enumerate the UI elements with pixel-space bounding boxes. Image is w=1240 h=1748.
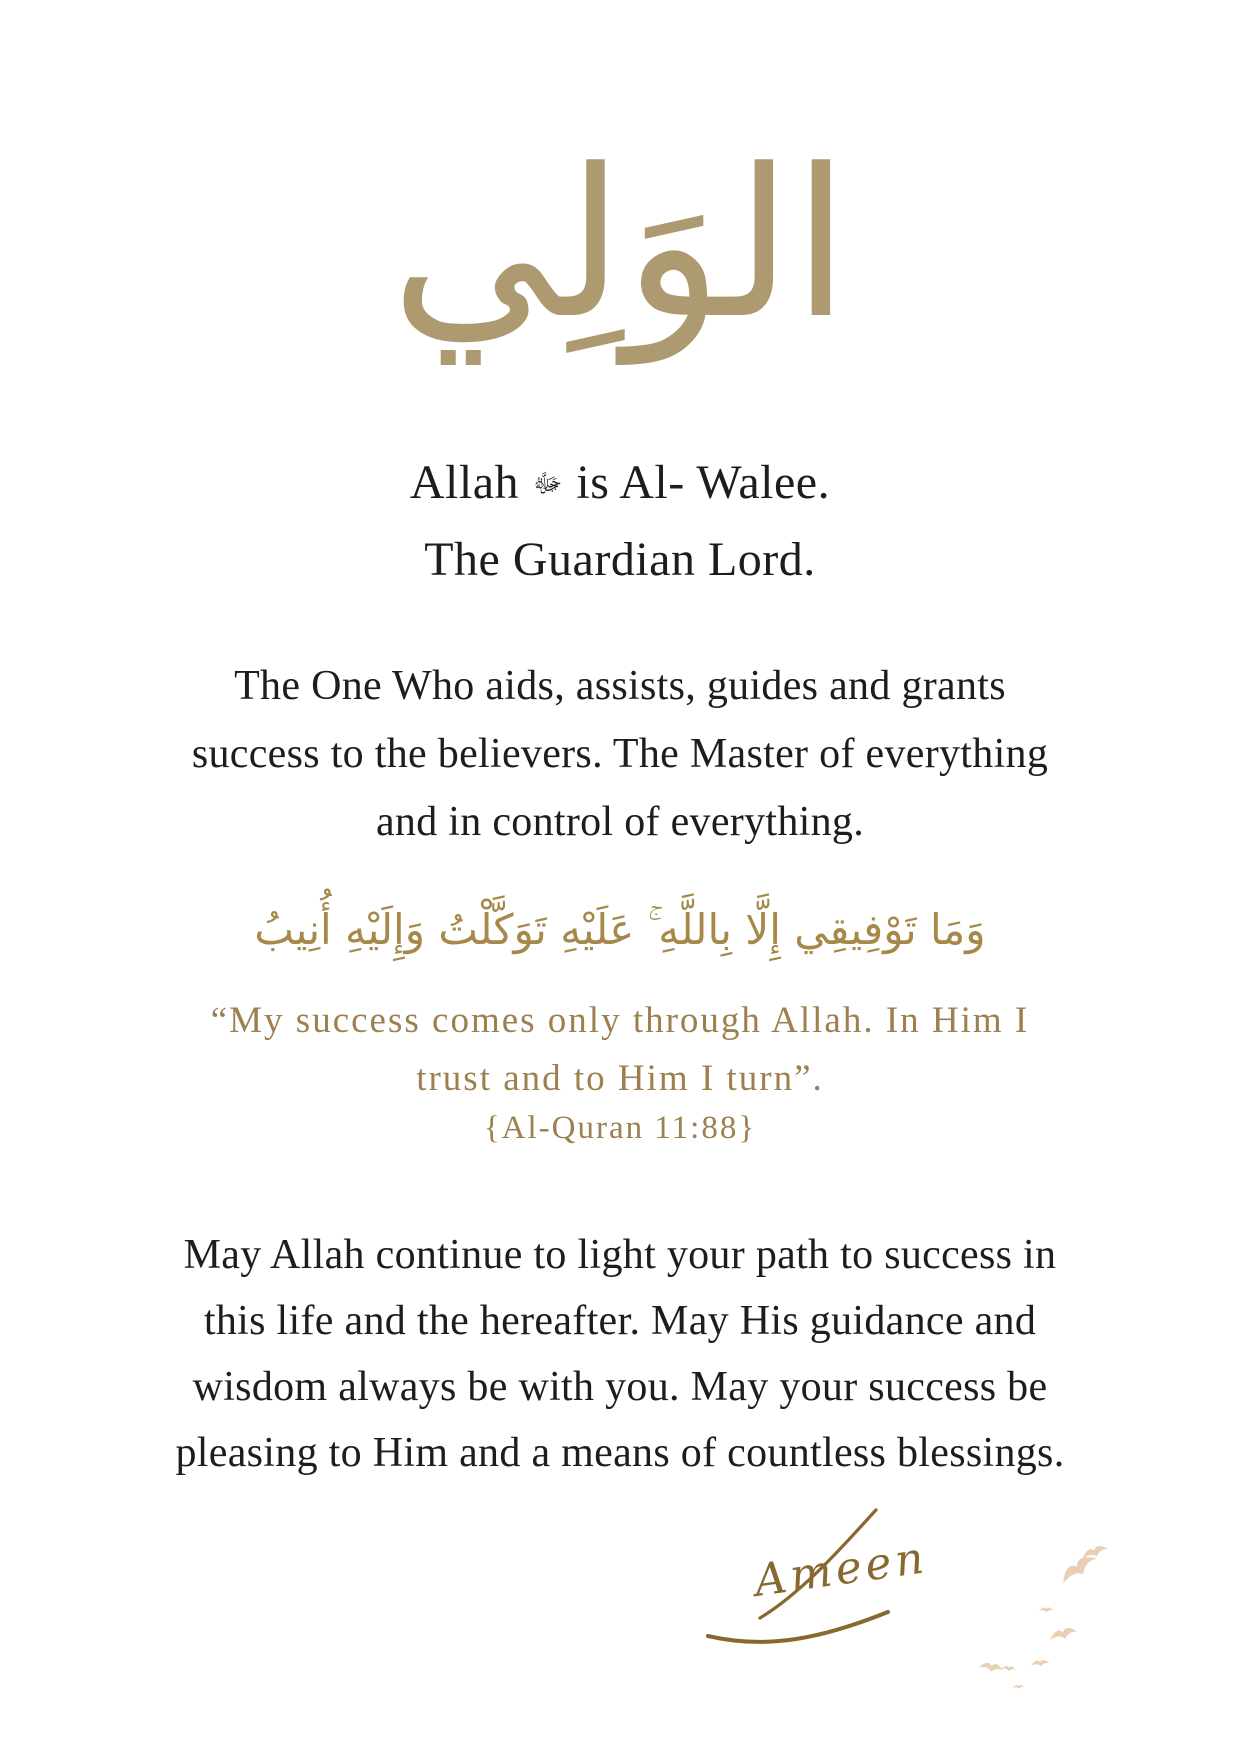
dua-line-4: pleasing to Him and a means of countless blessings. [175, 1430, 1065, 1476]
dua-line-3: wisdom always be with you. May your success be [192, 1364, 1048, 1410]
intro-heading [0, 448, 1240, 595]
verse-translation [0, 992, 1240, 1108]
bird-icon [1039, 1607, 1053, 1612]
bird-icon [979, 1661, 1004, 1673]
bird-icon [1031, 1659, 1050, 1667]
meaning-line-1: The One Who aids, assists, guides and grants [234, 663, 1006, 709]
quran-verse-arabic: وَمَا تَوْفِيقِي إِلَّا بِاللَّهِ ۚ عَلَيْهِ تَوَكَّلْتُ وَإِلَيْهِ أُنِيبُ [254, 905, 986, 954]
dua-line-2: this life and the hereafter. May His guidance and [203, 1298, 1037, 1344]
quran-reference: {Al-Quran 11:88} [483, 1110, 757, 1146]
bird-icon [1057, 1551, 1099, 1586]
bird-icon [1001, 1666, 1016, 1672]
intro-line-2: The Guardian Lord. [424, 533, 816, 586]
signature [698, 1496, 960, 1658]
translation-line-1: “My success comes only through Allah. In Him I [210, 1000, 1030, 1041]
dua-line-1: May Allah continue to light your path to success in [183, 1232, 1057, 1278]
bird-icon [1013, 1685, 1024, 1689]
meaning-line-3: and in control of everything. [375, 799, 865, 845]
dua-paragraph [0, 1222, 1240, 1486]
meaning-line-2: success to the believers. The Master of everything [191, 731, 1049, 777]
arabic-name-calligraphy: الوَلِي [390, 126, 850, 364]
intro-line1-prefix: Allah [409, 456, 520, 509]
translation-line-2: trust and to Him I turn”. [416, 1058, 824, 1099]
meaning-paragraph [0, 652, 1240, 856]
bird-icon [1048, 1626, 1078, 1643]
subhanahu-wa-taala-icon: ﷻ [533, 469, 563, 499]
signature-text: Ameen [751, 1532, 931, 1607]
flying-birds-icon [975, 1545, 1110, 1700]
intro-line-1 [0, 448, 1240, 525]
intro-line1-suffix: is Al- Walee. [576, 456, 831, 509]
